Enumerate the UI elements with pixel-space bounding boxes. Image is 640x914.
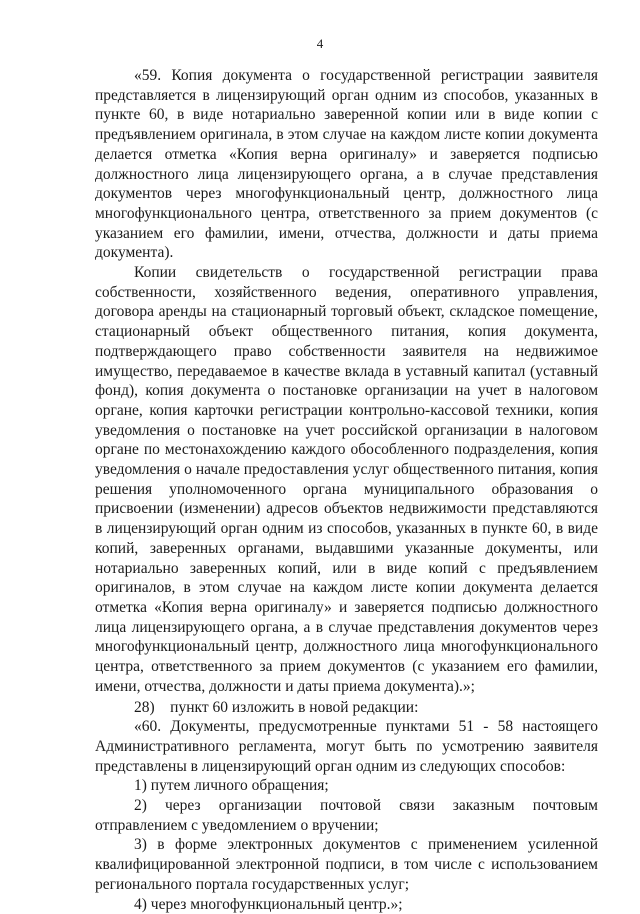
list-item-2: 2) через организации почтовой связи заказным почтовым отправлением с уведомлением о вручении; xyxy=(95,797,598,834)
list-item-3: 3) в форме электронных документов с применением усиленной квалифицированной электронной подписи, в том числе с использованием регионального портала государственных услуг; xyxy=(95,836,598,893)
paragraph-59: «59. Копия документа о государственной регистрации заявителя представляется в лицензирующий орган одним из способов, указанных в пункте 60, в виде нотариально заверенной копии или в виде копии с предъявлением оригинала, в этом случае на каждом листе копии документа делается отметка «Копия верна оригиналу» и заверяется подписью должностного лица лицензирующего органа, а в случае представления документов через многофункциональный центр, должностного лица многофункционального центра, ответственного за прием документов (с указанием его фамилии, имени, отчества, должности и даты приема документа). xyxy=(95,67,598,262)
document-body xyxy=(95,66,598,914)
list-item-1: 1) путем личного обращения; xyxy=(134,777,329,795)
paragraph-60: «60. Документы, предусмотренные пунктами 51 - 58 настоящего Административного регламента, могут быть по усмотрению заявителя представлены в лицензирующий орган одним из следующих способов: xyxy=(95,718,598,775)
list-item-4: 4) через многофункциональный центр.»; xyxy=(134,895,403,913)
paragraph-copies: Копии свидетельств о государственной регистрации права собственности, хозяйственного ведения, оперативного управления, договора аренды на стационарный торговый объект, складское помещение, стационарный объект общественного питания, копия документа, подтверждающего право собственности заявителя на недвижимое имущество, передаваемое в качестве вклада в уставный капитал (уставный фонд), копия документа о постановке организации на учет в налоговом органе, копия карточки регистрации контрольно-кассовой техники, копия уведомления о постановке на учет российской организации в налоговом органе по местонахождению каждого обособленного подразделения, копия уведомления о начале предоставления услуг общественного питания, копия решения уполномоченного органа муниципального образования о присвоении (изменении) адресов объектов недвижимости представляются в лицензирующий орган одним из способов, указанных в пункте 60, в виде копий, заверенных органами, выдавшими указанные документы, или нотариально заверенных копий, или в виде копий с предъявлением оригиналов, в этом случае на каждом листе копии документа делается отметка «Копия верна оригиналу» и заверяется подписью должностного лица лицензирующего органа, а в случае представления документов через многофункциональный центр, должностного лица многофункционального центра, ответственного за прием документов (с указанием его фамилии, имени, отчества, должности и даты приема документа).»; xyxy=(95,264,598,695)
paragraph-item-28: 28) пункт 60 изложить в новой редакции: xyxy=(134,698,419,716)
page-number: 4 xyxy=(316,36,324,51)
